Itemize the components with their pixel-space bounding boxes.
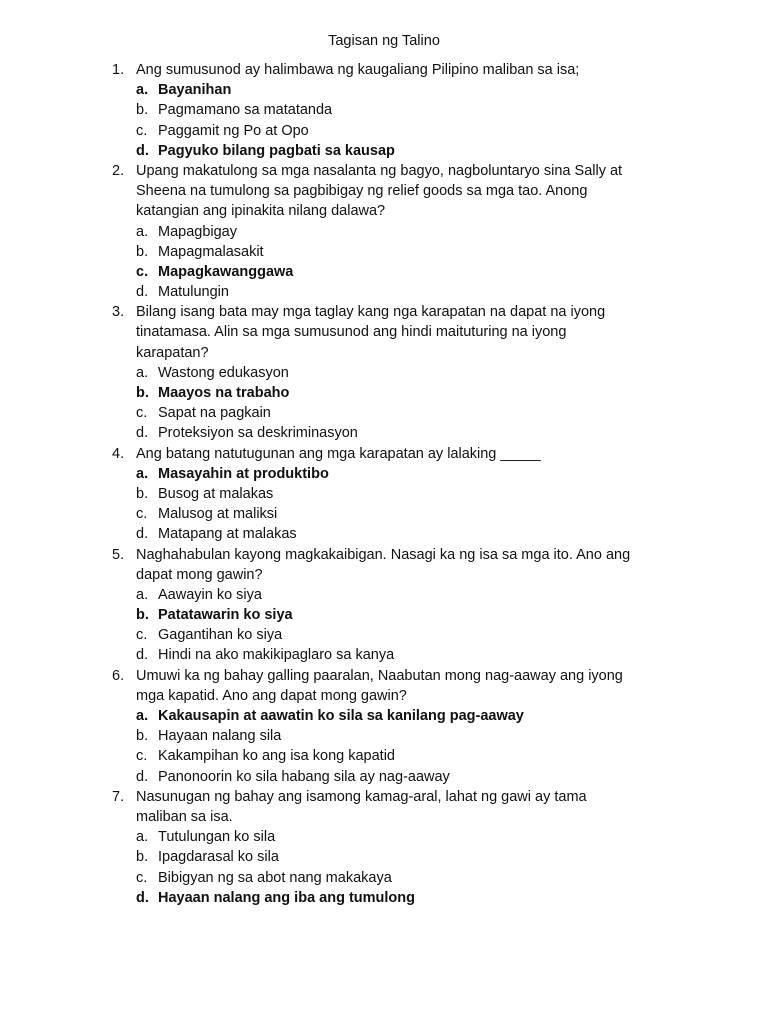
option-text: Maayos na trabaho	[158, 385, 290, 401]
option-text: Kakausapin at aawatin ko sila sa kanilang pag-aaway	[158, 708, 524, 724]
answer-option	[0, 746, 768, 766]
option-letter: b.	[136, 385, 149, 401]
question-item	[0, 545, 768, 666]
question-text: mga kapatid. Ano ang dapat mong gawin?	[136, 687, 407, 704]
option-letter: c.	[136, 506, 148, 523]
question-line	[0, 302, 768, 322]
option-letter: d.	[136, 425, 149, 442]
answer-option	[0, 645, 768, 665]
question-item	[0, 787, 768, 908]
option-text: Pagyuko bilang pagbati sa kausap	[158, 142, 395, 159]
question-line	[0, 201, 768, 221]
answer-option	[0, 262, 768, 282]
question-text: Ang batang natutugunan ang mga karapatan ay lalaking _____	[136, 445, 541, 462]
answer-option	[0, 282, 768, 302]
option-letter: b.	[136, 243, 149, 260]
answer-option	[0, 403, 768, 423]
option-text: Mapagkawanggawa	[158, 263, 294, 280]
option-text: Gagantihan ko siya	[158, 627, 283, 644]
document-title: Tagisan ng Talino	[328, 33, 440, 49]
answer-option	[0, 100, 768, 120]
option-letter: b.	[136, 728, 149, 745]
option-text: Ipagdarasal ko sila	[158, 849, 279, 866]
option-letter: b.	[136, 485, 149, 502]
answer-option	[0, 605, 768, 625]
answer-option	[0, 585, 768, 605]
question-number: 1.	[112, 62, 125, 78]
question-line	[0, 322, 768, 342]
answer-option	[0, 847, 768, 867]
answer-option	[0, 625, 768, 645]
option-text: Matulungin	[158, 284, 229, 301]
option-letter: a.	[136, 708, 149, 724]
answer-option	[0, 222, 768, 242]
question-line	[0, 787, 768, 807]
option-letter: a.	[136, 223, 149, 240]
option-text: Mapagbigay	[158, 223, 237, 240]
question-text: Umuwi ka ng bahay galling paaralan, Naabutan mong nag-aaway ang iyong	[136, 667, 623, 684]
answer-option	[0, 706, 768, 726]
option-text: Pagmamano sa matatanda	[158, 102, 333, 119]
question-text: Ang sumusunod ay halimbawa ng kaugaliang Pilipino maliban sa isa;	[136, 62, 580, 78]
question-text: Bilang isang bata may mga taglay kang nga karapatan na dapat na iyong	[136, 304, 606, 321]
answer-option	[0, 767, 768, 787]
question-line	[0, 545, 768, 565]
option-text: Sapat na pagkain	[158, 405, 271, 422]
answer-option	[0, 121, 768, 141]
option-letter: d.	[136, 526, 149, 543]
question-list	[0, 60, 768, 908]
question-item	[0, 60, 768, 161]
option-text: Paggamit ng Po at Opo	[158, 122, 309, 139]
question-line	[0, 666, 768, 686]
question-item	[0, 161, 768, 302]
option-letter: c.	[136, 263, 149, 280]
option-text: Matapang at malakas	[158, 526, 297, 543]
question-text: tinatamasa. Alin sa mga sumusunod ang hindi maituturing na iyong	[136, 324, 567, 341]
option-letter: c.	[136, 405, 148, 422]
question-number: 4.	[112, 445, 125, 462]
question-text: katangian ang ipinakita nilang dalawa?	[136, 203, 386, 220]
option-letter: b.	[136, 607, 149, 624]
answer-option	[0, 363, 768, 383]
answer-option	[0, 464, 768, 484]
answer-option	[0, 484, 768, 504]
option-text: Busog at malakas	[158, 485, 274, 502]
answer-option	[0, 242, 768, 262]
question-line	[0, 686, 768, 706]
option-text: Bibigyan ng sa abot nang makakaya	[158, 869, 392, 886]
question-text: maliban sa isa.	[136, 808, 233, 825]
question-item	[0, 302, 768, 443]
question-item	[0, 666, 768, 787]
answer-option	[0, 888, 768, 908]
option-letter: c.	[136, 627, 148, 644]
option-letter: a.	[136, 364, 149, 381]
option-letter: d.	[136, 142, 149, 159]
option-letter: a.	[136, 465, 149, 482]
option-text: Hayaan nalang ang iba ang tumulong	[158, 889, 415, 906]
option-text: Proteksiyon sa deskriminasyon	[158, 425, 358, 442]
option-text: Aawayin ko siya	[158, 586, 262, 603]
question-text: Naghahabulan kayong magkakaibigan. Nasagi ka ng isa sa mga ito. Ano ang	[136, 546, 631, 563]
option-letter: a.	[136, 82, 149, 99]
question-text: karapatan?	[136, 344, 209, 361]
option-letter: a.	[136, 586, 149, 603]
option-text: Panonoorin ko sila habang sila ay nag-aaway	[158, 768, 450, 785]
option-text: Kakampihan ko ang isa kong kapatid	[158, 748, 395, 765]
question-number: 7.	[112, 788, 125, 805]
question-text: Upang makatulong sa mga nasalanta ng bagyo, nagboluntaryo sina Sally at	[136, 162, 623, 179]
answer-option	[0, 80, 768, 100]
question-text: dapat mong gawin?	[136, 566, 263, 583]
question-line	[0, 60, 768, 80]
option-letter: d.	[136, 889, 149, 906]
option-text: Hindi na ako makikipaglaro sa kanya	[158, 647, 395, 664]
option-text: Wastong edukasyon	[158, 364, 289, 381]
option-text: Masayahin at produktibo	[158, 465, 329, 482]
option-text: Tutulungan ko sila	[158, 829, 276, 846]
question-number: 3.	[112, 304, 125, 321]
question-number: 2.	[112, 162, 125, 179]
option-letter: d.	[136, 768, 149, 785]
answer-option	[0, 726, 768, 746]
question-number: 5.	[112, 546, 125, 563]
option-letter: a.	[136, 829, 149, 846]
answer-option	[0, 504, 768, 524]
question-text: Sheena na tumulong sa pagbibigay ng relief goods sa mga tao. Anong	[136, 183, 588, 200]
question-number: 6.	[112, 667, 125, 684]
question-text: Nasunugan ng bahay ang isamong kamag-aral, lahat ng gawi ay tama	[136, 788, 587, 805]
option-text: Hayaan nalang sila	[158, 728, 282, 745]
question-item	[0, 444, 768, 545]
option-letter: c.	[136, 122, 148, 139]
question-line	[0, 807, 768, 827]
question-line	[0, 161, 768, 181]
question-line	[0, 565, 768, 585]
option-text: Mapagmalasakit	[158, 243, 264, 260]
option-letter: d.	[136, 284, 149, 301]
option-letter: d.	[136, 647, 149, 664]
option-text: Malusog at maliksi	[158, 506, 278, 523]
question-line	[0, 444, 768, 464]
option-text: Bayanihan	[158, 82, 232, 99]
answer-option	[0, 524, 768, 544]
question-line	[0, 343, 768, 363]
option-letter: b.	[136, 102, 149, 119]
answer-option	[0, 383, 768, 403]
answer-option	[0, 827, 768, 847]
option-letter: c.	[136, 869, 148, 886]
answer-option	[0, 141, 768, 161]
option-text: Patatawarin ko siya	[158, 607, 293, 624]
option-letter: b.	[136, 849, 149, 866]
answer-option	[0, 423, 768, 443]
answer-option	[0, 868, 768, 888]
question-line	[0, 181, 768, 201]
option-letter: c.	[136, 748, 148, 765]
